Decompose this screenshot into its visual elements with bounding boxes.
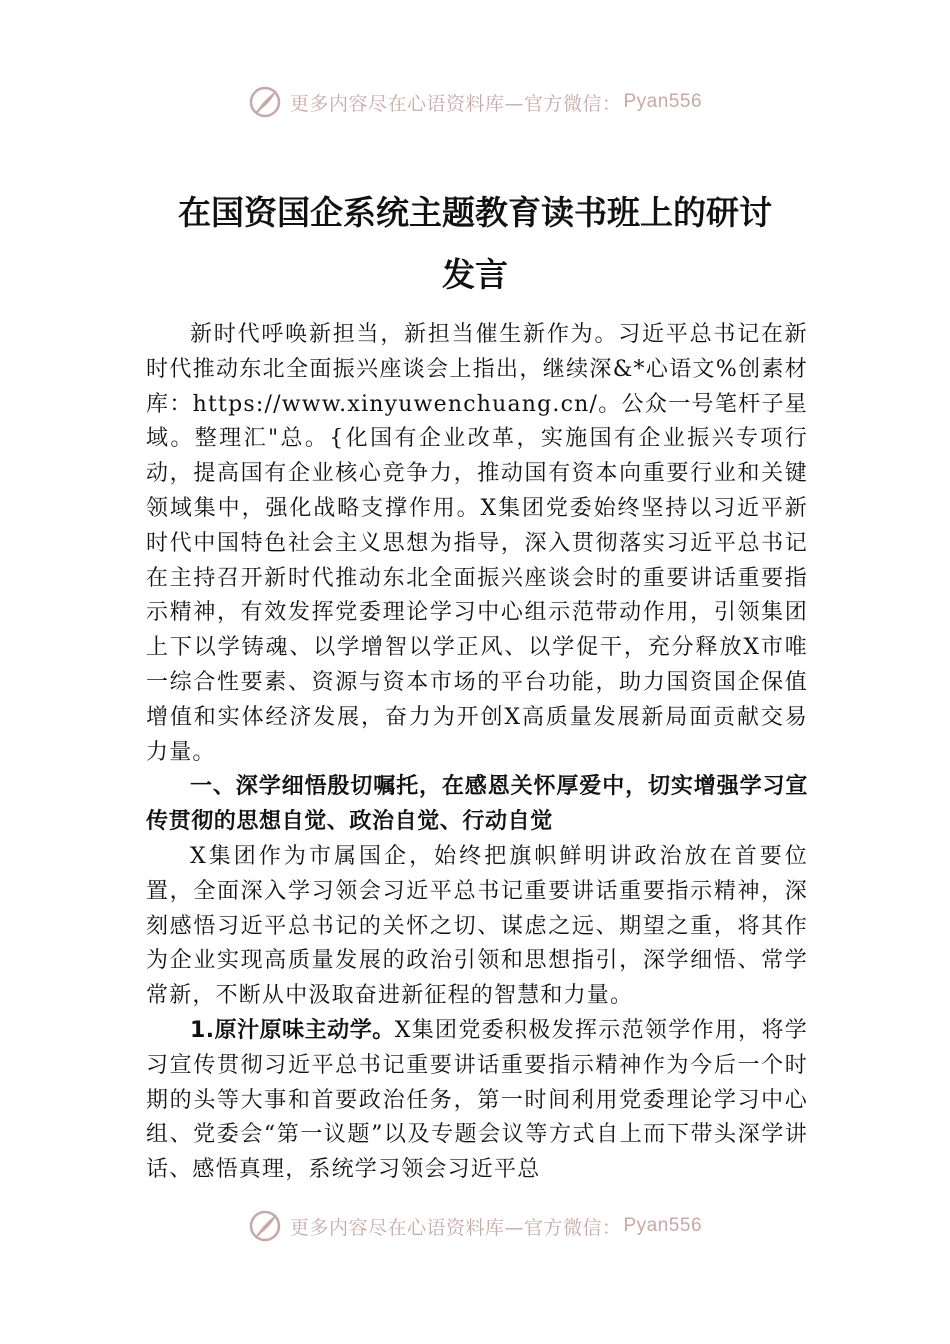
subsection-lead: 1.原汁原味主动学。	[190, 1017, 395, 1043]
document-title	[140, 182, 810, 306]
title-line-2: 发言	[442, 255, 508, 294]
watermark-wechat-id: Pyan556	[623, 91, 703, 112]
feather-pen-icon	[248, 85, 282, 119]
watermark-text: 更多内容尽在心语资料库—官方微信：	[289, 1216, 622, 1239]
title-line-1: 在国资国企系统主题教育读书班上的研讨	[178, 193, 772, 232]
feather-pen-icon	[248, 1209, 282, 1243]
section-heading: 一、深学细悟殷切嘱托，在感恩关怀厚爱中，切实增强学习宣传贯彻的思想自觉、政治自觉、行动自觉	[146, 774, 808, 835]
watermark-text: 更多内容尽在心语资料库—官方微信：	[289, 92, 622, 115]
paragraph: 新时代呼唤新担当，新担当催生新作为。习近平总书记在新时代推动东北全面振兴座谈会上指出，继续深&*心语文%创素材库：https://www.xinyuwenchuang.cn/。公众一号笔杆子星域。整理汇"总。{化国有企业改革，实施国有企业振兴专项行动，提高国有企业核心竞争力，推动国有资本向重要行业和关键领域集中，强化战略支撑作用。X集团党委始终坚持以习近平新时代中国特色社会主义思想为指导，深入贯彻落实习近平总书记在主持召开新时代推动东北全面振兴座谈会时的重要讲话重要指示精神，有效发挥党委理论学习中心组示范带动作用，引领集团上下以学铸魂、以学增智以学正风、以学促干，充分释放X市唯一综合性要素、资源与资本市场的平台功能，助力国资国企保值增值和实体经济发展，奋力为开创X高质量发展新局面贡献交易力量。	[146, 322, 808, 765]
footer-watermark	[0, 1208, 950, 1244]
paragraph: X集团作为市属国企，始终把旗帜鲜明讲政治放在首要位置，全面深入学习领会习近平总书记重要讲话重要指示精神，深刻感悟习近平总书记的关怀之切、谋虑之远、期望之重，将其作为企业实现高质量发展的政治引领和思想指引，深学细悟、常学常新，不断从中汲取奋进新征程的智慧和力量。	[146, 843, 808, 1009]
paragraph-text: X集团党委积极发挥示范领学作用，将学习宣传贯彻习近平总书记重要讲话重要指示精神作为今后一个时期的头等大事和首要政治任务，第一时间利用党委理论学习中心组、党委会“第一议题”以及专题会议等方式自上而下带头深学讲话、感悟真理，系统学习领会习近平总	[146, 1017, 809, 1183]
header-watermark	[0, 84, 950, 120]
paragraph	[146, 1014, 808, 1188]
document-body	[146, 318, 808, 1188]
watermark-wechat-id: Pyan556	[623, 1215, 703, 1236]
